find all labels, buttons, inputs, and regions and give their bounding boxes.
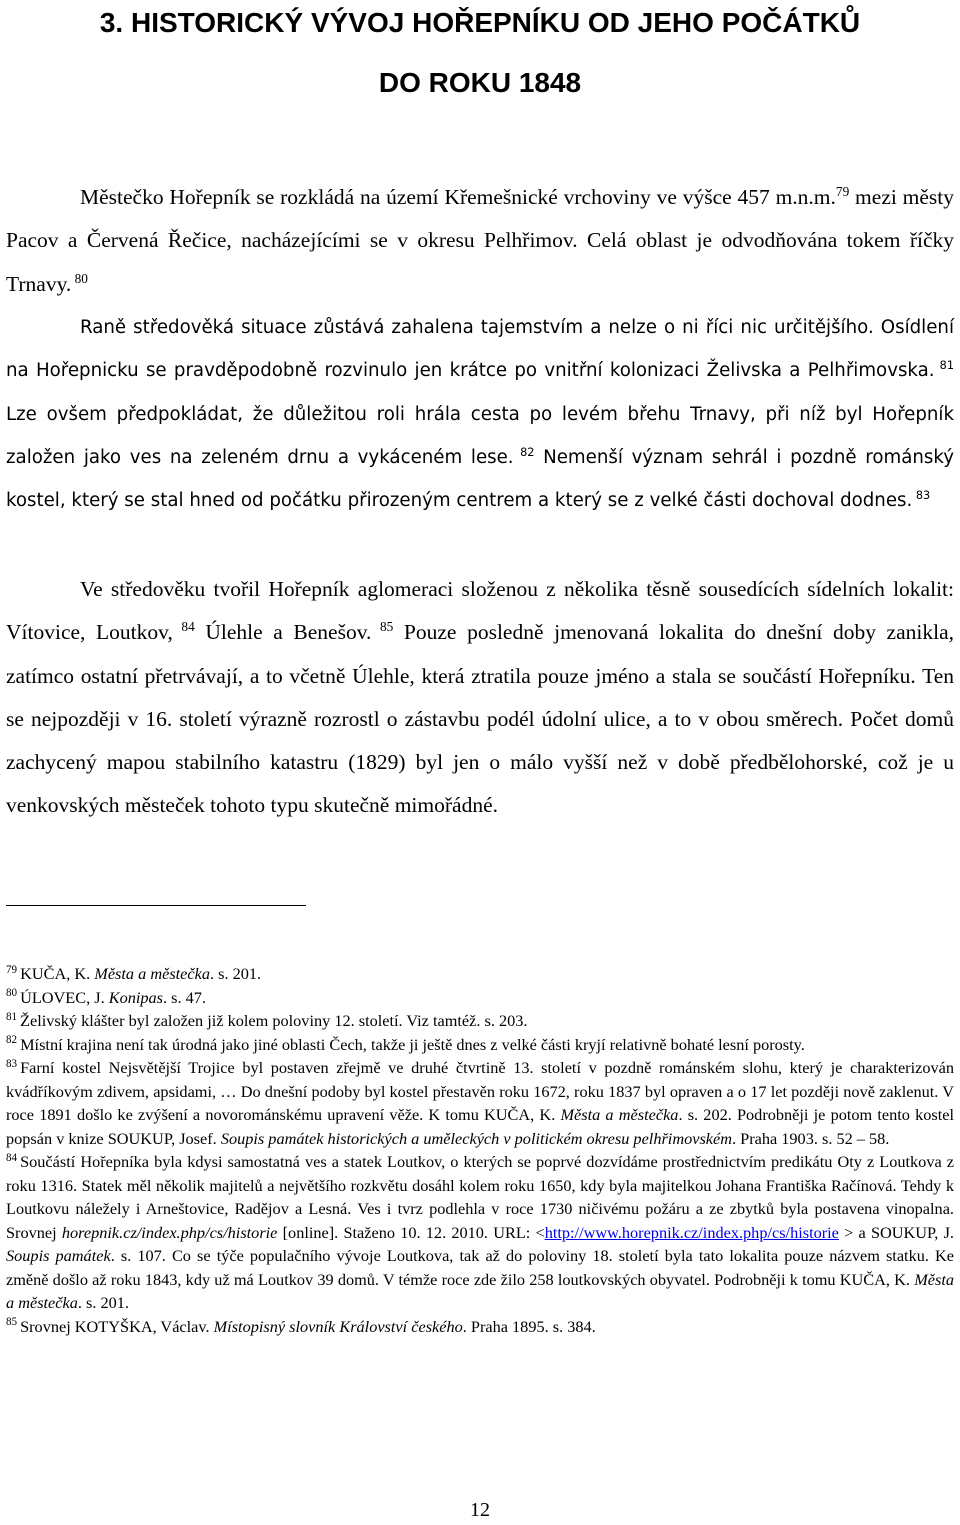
paragraph-text: Úlehle a Benešov. [194,620,372,645]
footnote-text: KUČA, K. [20,964,95,983]
footnote-title: Soupis památek historických a uměleckých v politickém okresu pelhřimovském [220,1128,732,1148]
footnote-text: Součástí Hořepníka byla kdysi samostatná ves a statek Loutkov, o kterých se poprvé dozvídáme prostřednictvím predikátu Oty z Loutkova z roku 1316. Statek měl několik majitelů a největšího rozkvětu dosáhl kolem roku 1650, kdy byla majitelkou Johana Františka Račínová. Tehdy k Loutkovu náležely i Arneštovice, Radějov a Lesná. Ves i tvrz podlehla v roce 1730 ničivému požáru a ze zbytků byla postavena vinopalna. Srovnej [6,1152,954,1242]
footnote-text: Farní kostel Nejsvětější Trojice byl postaven zřejmě ve druhé čtvrtině 13. století v pozdně románském slohu, který je charakterizován kvádříkovým zdivem, apsidami, … Do dnešní podoby byl kostel přestavěn roku 1672, roku 1837 byl opraven a o 17 let později nově zaklenut. V roce 1891 došlo ke zvýšení a novorománskému upravení věže. K tomu KUČA, K. [6,1058,954,1124]
footnote-ref-84[interactable]: 84 [172,619,195,635]
footnote-text: Želivský klášter byl založen již kolem poloviny 12. století. Viz tamtéž. s. 203. [20,1011,528,1030]
footnote-text: [online]. Staženo 10. 12. 2010. URL: < [277,1222,545,1242]
footnote-number: 79 [6,963,18,976]
footnote-number: 84 [6,1151,18,1164]
paragraph-1 [6,176,954,306]
footnote-text: . s. 47. [163,987,206,1007]
footnote-text: Místní krajina není tak úrodná jako jiné oblasti Čech, takže ji ještě dnes z velké části kryjí relativně bohaté lesní porosty. [20,1034,805,1054]
paragraph-text: mezi městy Pacov a Červená Řečice, nacházejícími se v okresu Pelhřimov. Celá oblast je odvodňována tokem říčky Trnavy. [6,185,955,296]
footnote-title: Města a městečka [94,964,210,983]
footnote-title: Města a městečka [560,1105,679,1124]
footnote-text: . Praha 1895. s. 384. [462,1316,596,1336]
paragraph-2 [6,306,954,522]
footnote-title: Konipas [108,987,164,1007]
footnote-84 [6,1150,954,1315]
footnote-79 [6,962,954,986]
footnote-number: 82 [6,1034,18,1047]
page-number: 12 [470,1499,490,1521]
footnote-number: 81 [6,1010,18,1023]
footnote-text: > a SOUKUP, J. [838,1222,954,1242]
paragraph-text: Nemenší význam sehrál i pozdně románský kostel, který se stal hned od počátku přirozeným centrem a který se z velké části dochoval dodnes. [6,446,954,512]
footnote-text: Srovnej KOTYŠKA, Václav. [20,1316,214,1336]
footnote-80 [6,986,954,1010]
footnote-82 [6,1033,954,1057]
paragraph-text: Lze ovšem předpokládat, že důležitou roli hrála cesta po levém břehu Trnavy, při níž byl Hořepník založen jako ves na zeleném drnu a vykáceném lese. [6,403,954,468]
footnote-text: . s. 201. [210,964,262,983]
footnote-text: . s. 202. Podrobněji je potom tento kostel popsán v knize SOUKUP, Josef. [6,1105,955,1148]
footnote-number: 83 [6,1057,18,1070]
footnote-separator [6,905,306,906]
paragraph-text: Raně středověká situace zůstává zahalena tajemstvím a nelze o ni říci nic určitějšího. Osídlení na Hořepnicku se pravděpodobně rozvinulo jen krátce po vnitřní kolonizaci Želivska a Pelhřimovska. [6,317,954,382]
footnote-text: . s. 107. Co se týče populačního vývoje Loutkova, tak až do poloviny 18. století byla tato lokalita pouze názvem statku. Ke změně došlo až roku 1843, kdy už má Loutkov 39 domů. V témže roce zde žilo 258 loutkovských obyvatel. Podrobněji k tomu KUČA, K. [6,1246,954,1289]
footnote-ref-82[interactable]: 82 [513,445,535,459]
footnote-title: Místopisný slovník Království českého [213,1316,463,1336]
chapter-title-line-2: DO ROKU 1848 [378,67,582,98]
paragraph-text: Pouze posledně jmenovaná lokalita do dnešní doby zanikla, zatímco ostatní přetrvávají, a to včetně Úlehle, která ztratila pouze jméno a stala se součástí Hořepníku. Ten se nejpozději v 16. století výrazně rozrostl o zástavbu podél údolní ulice, a to v obou směrech. Počet domů zachycený mapou stabilního katastru (1829) byl jen o málo vyšší než v době předbělohorské, což je u venkovských městeček tohoto typu skutečně mimořádné. [6,620,954,818]
footnote-text: . s. 201. [77,1293,129,1312]
footnote-85 [6,1315,954,1339]
chapter-title-line-1: 3. HISTORICKÝ VÝVOJ HOŘEPNÍKU OD JEHO POČÁTKŮ [99,7,861,38]
footnote-text: . Praha 1903. s. 52 – 58. [732,1128,890,1148]
footnotes [6,962,954,1338]
footnote-ref-81[interactable]: 81 [934,359,955,373]
footnote-ref-83[interactable]: 83 [912,489,931,503]
footnote-title: Města a městečka [6,1269,954,1312]
footnote-number: 85 [6,1316,18,1329]
paragraph-text: Městečko Hořepník se rozkládá na území Křemešnické vrchoviny ve výšce 457 m.n.m. [80,185,836,209]
footnote-number: 80 [6,987,18,1000]
footnote-title: Soupis památek [6,1246,111,1265]
footnote-ref-79[interactable]: 79 [835,183,850,199]
footnote-ref-80[interactable]: 80 [71,270,88,286]
footnote-83 [6,1056,954,1150]
footnote-title: horepnik.cz/index.php/cs/historie [61,1222,278,1242]
paragraph-3 [6,568,954,828]
paragraph-text: Ve středověku tvořil Hořepník aglomeraci složenou z několika těsně sousedících sídelních lokalit: Vítovice, Loutkov, [6,577,954,645]
footnote-text: ÚLOVEC, J. [20,987,109,1007]
historie-url-link[interactable]: http://www.horepnik.cz/index.php/cs/historie [544,1222,839,1242]
footnote-81 [6,1009,954,1033]
footnote-ref-85[interactable]: 85 [371,619,394,635]
